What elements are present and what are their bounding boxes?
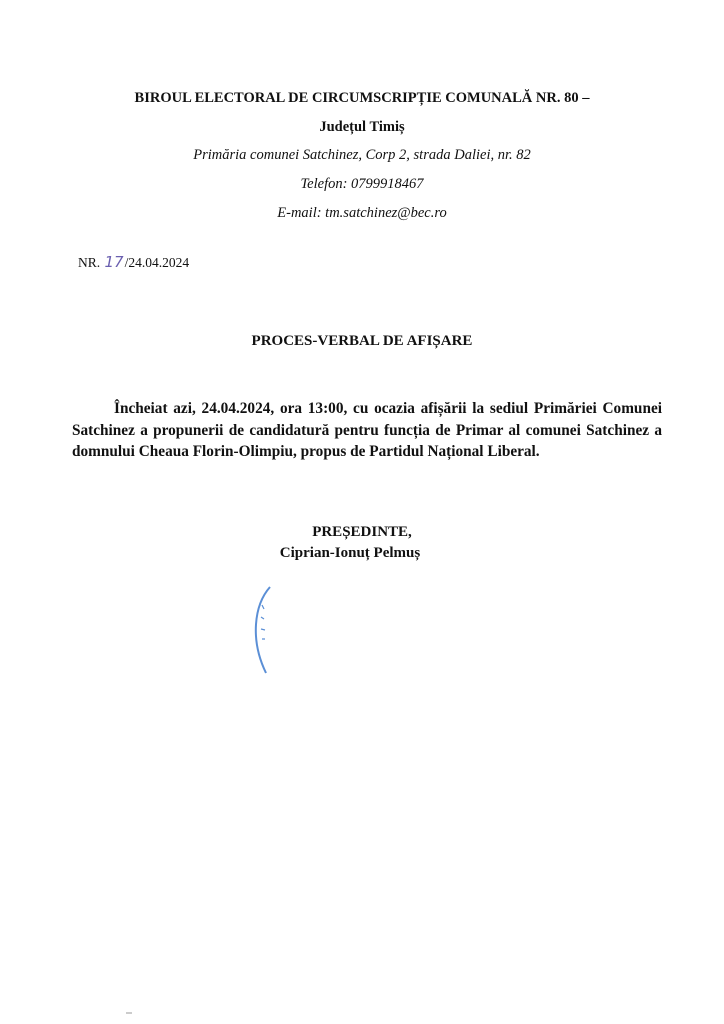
header-email: E-mail: tm.satchinez@bec.ro bbox=[277, 205, 447, 221]
registration-date: /24.04.2024 bbox=[124, 255, 190, 270]
header-institution: BIROUL ELECTORAL DE CIRCUMSCRIPȚIE COMUNALĂ NR. 80 – bbox=[134, 90, 590, 106]
stamp-mark bbox=[244, 585, 284, 675]
registration-prefix: NR. bbox=[78, 255, 101, 270]
registration-number bbox=[78, 253, 189, 271]
body-paragraph: Încheiat azi, 24.04.2024, ora 13:00, cu ocazia afișării la sediul Primăriei Comunei Satchinez a propunerii de candidatură pentru funcția de Primar al comunei Satchinez a domnului Cheaua Florin-Olimpiu, propus de Partidul Național Liberal. bbox=[72, 400, 662, 460]
header-address: Primăria comunei Satchinez, Corp 2, strada Daliei, nr. 82 bbox=[193, 147, 531, 163]
signature-name: Ciprian-Ionuț Pelmuș bbox=[279, 545, 421, 561]
scan-artifact bbox=[126, 1012, 132, 1014]
registration-handwritten-number: 17 bbox=[104, 253, 124, 271]
document-title: PROCES-VERBAL DE AFIȘARE bbox=[251, 333, 473, 349]
header-phone: Telefon: 0799918467 bbox=[300, 176, 424, 192]
header-county: Județul Timiș bbox=[319, 119, 405, 135]
signature-role: PREȘEDINTE, bbox=[312, 524, 412, 540]
